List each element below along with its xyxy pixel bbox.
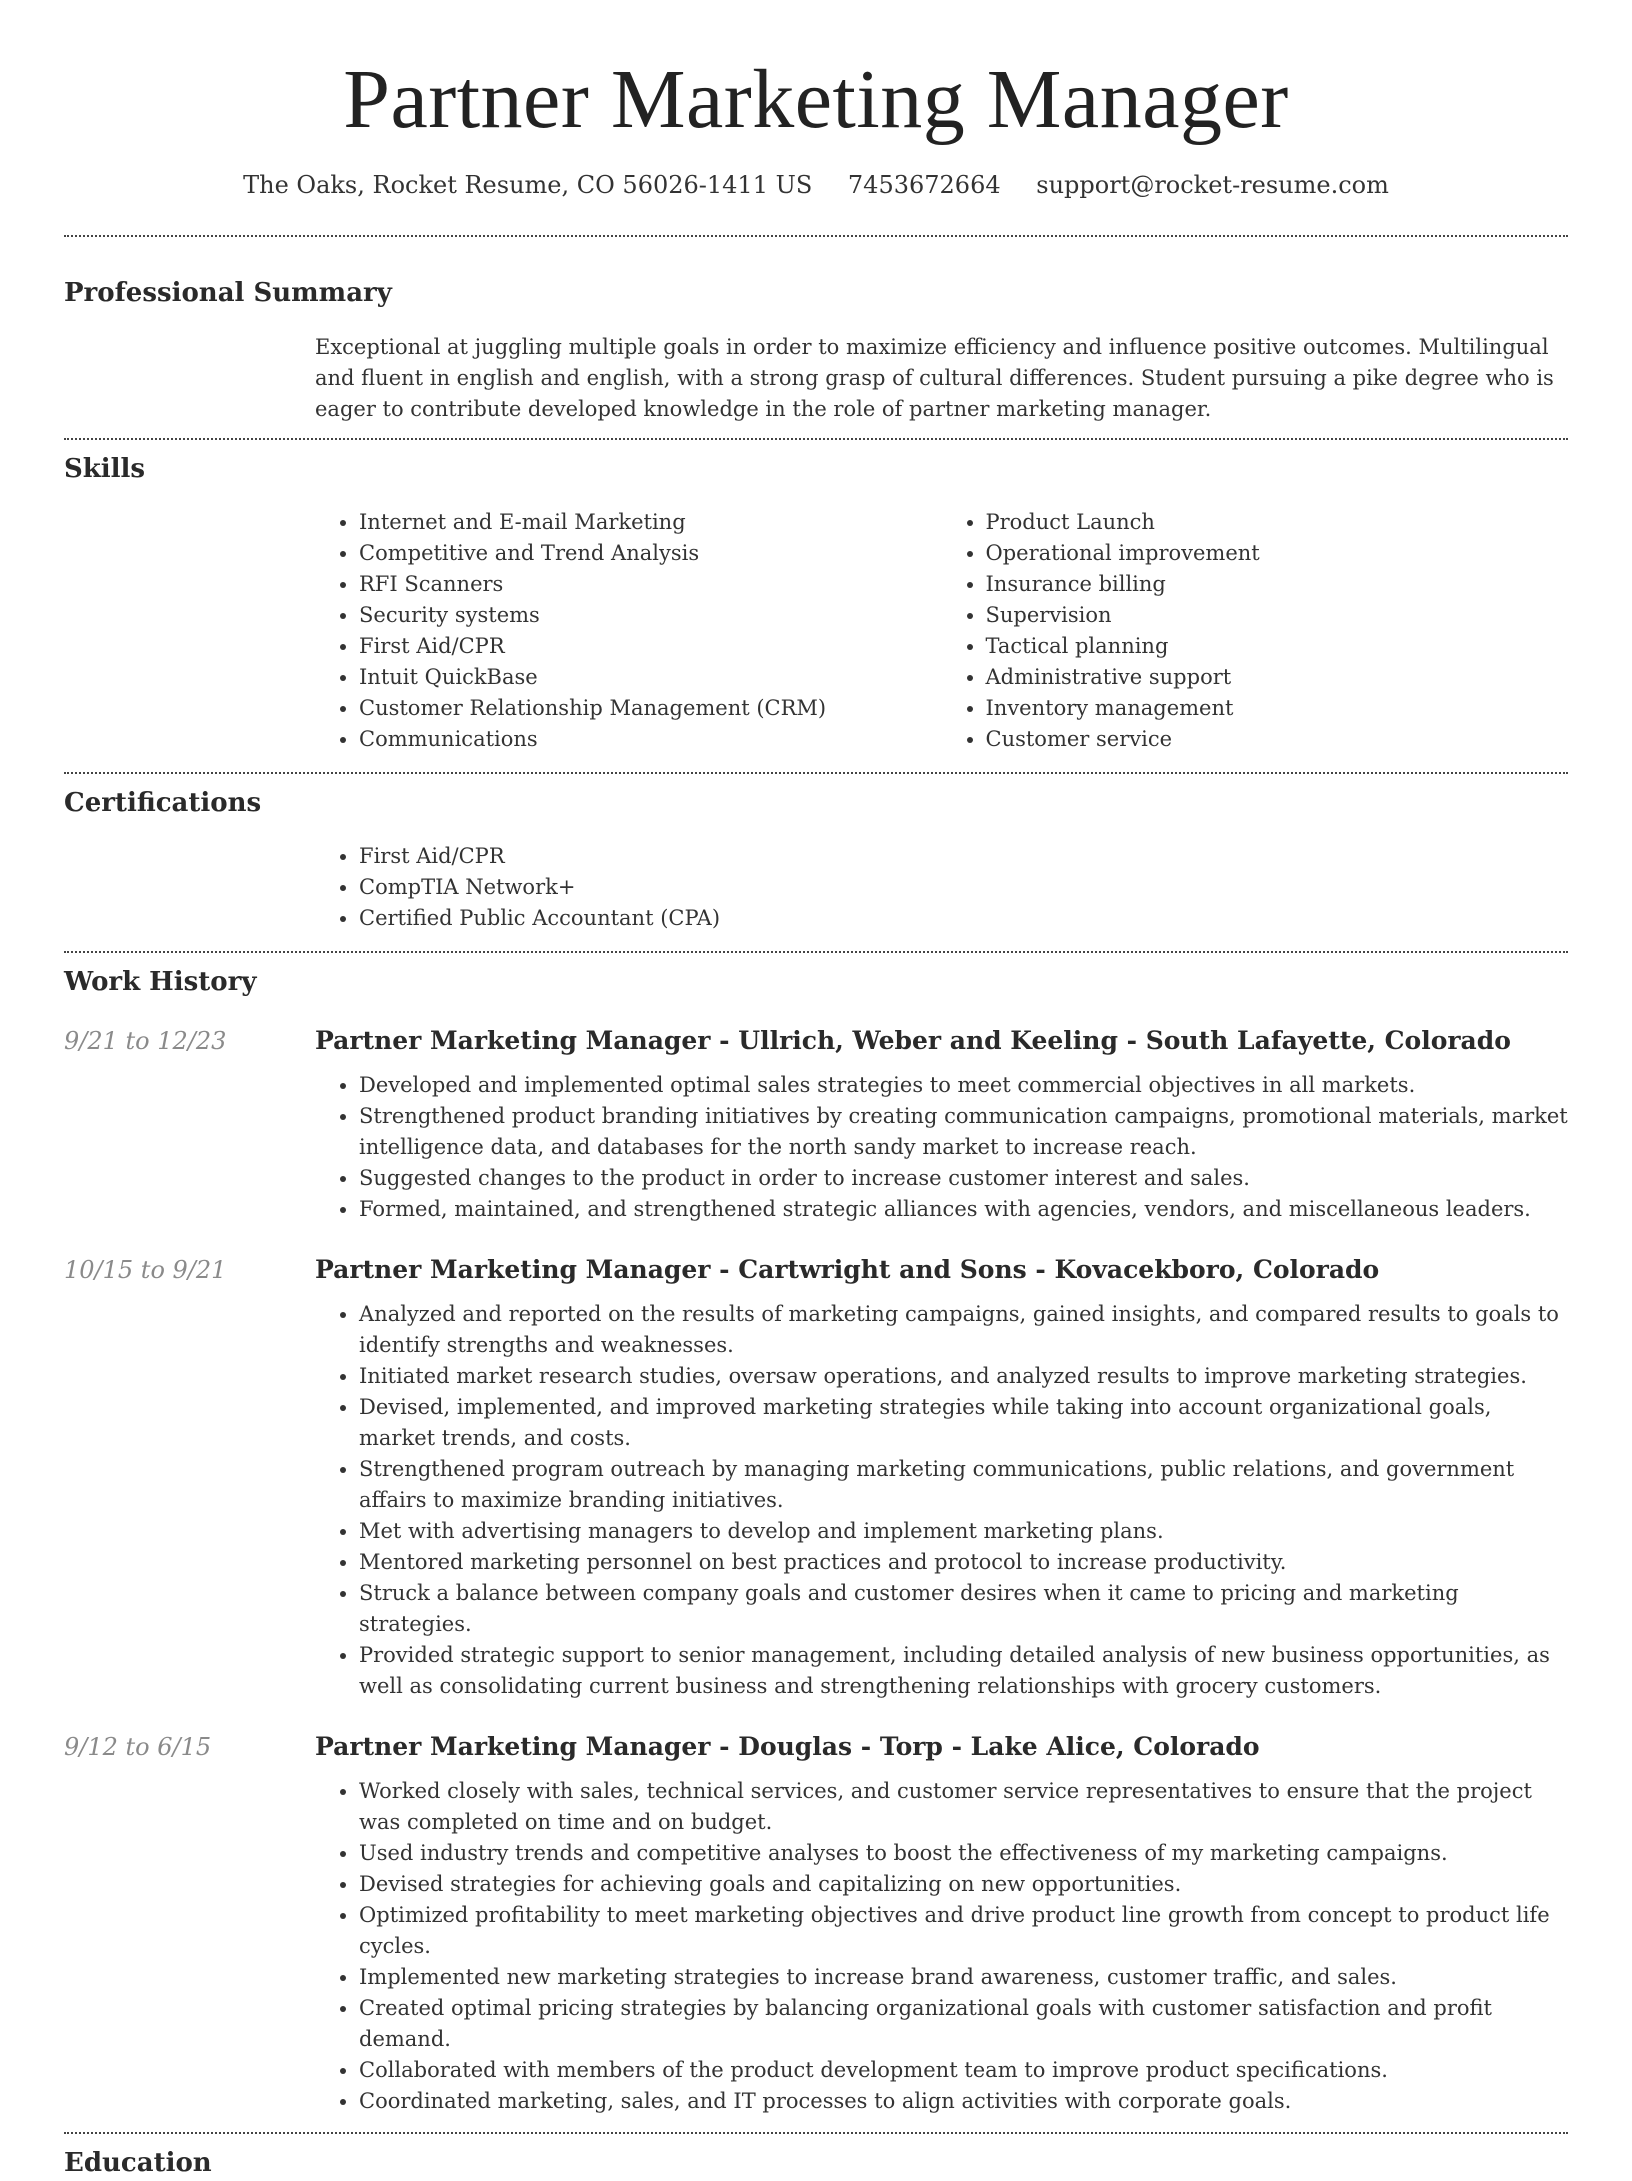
contact-address: The Oaks, Rocket Resume, CO 56026-1411 US bbox=[243, 171, 813, 199]
list-item: • Worked closely with sales, technical services, and customer service representatives to ensure that the project was completed on time and on budget. bbox=[359, 1776, 1568, 1838]
list-item: • CompTIA Network+ bbox=[359, 872, 1568, 903]
list-item: • Optimized profitability to meet marketing objectives and drive product line growth from concept to product life cycles. bbox=[359, 1900, 1568, 1962]
resume-name: Partner Marketing Manager bbox=[343, 53, 1289, 146]
list-item: • Collaborated with members of the product development team to improve product specifications. bbox=[359, 2055, 1568, 2086]
job-dates: 10/15 to 9/21 bbox=[64, 1256, 227, 1284]
list-item: • RFI Scanners bbox=[359, 569, 942, 600]
divider bbox=[64, 951, 1568, 953]
job-dates: 9/21 to 12/23 bbox=[64, 1027, 227, 1055]
list-item: • Formed, maintained, and strengthened strategic alliances with agencies, vendors, and miscellaneous leaders. bbox=[359, 1194, 1568, 1225]
list-item: • Certified Public Accountant (CPA) bbox=[359, 903, 1568, 934]
list-item: • Strengthened product branding initiatives by creating communication campaigns, promotional materials, market intelligence data, and databases for the north sandy market to increase reach. bbox=[359, 1101, 1568, 1163]
list-item: • Internet and E-mail Marketing bbox=[359, 507, 942, 538]
job-entry bbox=[64, 1730, 1568, 2117]
skills-list bbox=[315, 507, 1568, 755]
job-body bbox=[315, 1253, 1568, 1702]
divider bbox=[64, 772, 1568, 774]
job-bullets bbox=[315, 1070, 1568, 1225]
divider bbox=[64, 2132, 1568, 2134]
list-item: • Initiated market research studies, oversaw operations, and analyzed results to improve marketing strategies. bbox=[359, 1361, 1568, 1392]
divider bbox=[64, 438, 1568, 440]
list-item: • Supervision bbox=[986, 600, 1569, 631]
list-item: • Security systems bbox=[359, 600, 942, 631]
job-body bbox=[315, 1730, 1568, 2117]
job-title: Partner Marketing Manager - Cartwright and Sons - Kovacekboro, Colorado bbox=[315, 1255, 1380, 1284]
list-item: • Customer service bbox=[986, 724, 1569, 755]
job-bullets bbox=[315, 1299, 1568, 1702]
list-item: • Provided strategic support to senior management, including detailed analysis of new business opportunities, as well as consolidating current business and strengthening relationships with grocery customers. bbox=[359, 1640, 1568, 1702]
job-title: Partner Marketing Manager - Ullrich, Weber and Keeling - South Lafayette, Colorado bbox=[315, 1026, 1511, 1055]
list-item: • Mentored marketing personnel on best practices and protocol to increase productivity. bbox=[359, 1547, 1568, 1578]
list-item: • Suggested changes to the product in order to increase customer interest and sales. bbox=[359, 1163, 1568, 1194]
certifications-items bbox=[315, 841, 1568, 934]
list-item: • First Aid/CPR bbox=[359, 631, 942, 662]
section-title-education: Education bbox=[64, 2148, 212, 2178]
summary-text: Exceptional at juggling multiple goals in order to maximize efficiency and influence positive outcomes. Multilingual and fluent in english and english, with a strong grasp of cultural differences. Student pursuing a pike degree who is eager to contribute developed knowledge in the role of partner marketing manager. bbox=[315, 335, 1554, 421]
job-title: Partner Marketing Manager - Douglas - Torp - Lake Alice, Colorado bbox=[315, 1732, 1260, 1761]
list-item: • Insurance billing bbox=[986, 569, 1569, 600]
list-item: • Developed and implemented optimal sales strategies to meet commercial objectives in all markets. bbox=[359, 1070, 1568, 1101]
list-item: • Operational improvement bbox=[986, 538, 1569, 569]
section-title-summary: Professional Summary bbox=[64, 278, 392, 308]
job-entry bbox=[64, 1024, 1568, 1225]
summary-section bbox=[64, 275, 1568, 425]
list-item: • First Aid/CPR bbox=[359, 841, 1568, 872]
list-item: • Customer Relationship Management (CRM) bbox=[359, 693, 942, 724]
education-section bbox=[64, 2145, 1568, 2181]
skills-column-left bbox=[315, 507, 942, 755]
list-item: • Met with advertising managers to develop and implement marketing plans. bbox=[359, 1516, 1568, 1547]
skills-column-right bbox=[942, 507, 1569, 755]
certifications-section bbox=[64, 785, 1568, 934]
section-title-skills: Skills bbox=[64, 454, 146, 484]
list-item: • Intuit QuickBase bbox=[359, 662, 942, 693]
list-item: • Communications bbox=[359, 724, 942, 755]
contact-phone: 7453672664 bbox=[847, 171, 1001, 199]
job-entry bbox=[64, 1253, 1568, 1702]
section-title-work-history: Work History bbox=[64, 967, 257, 997]
list-item: • Created optimal pricing strategies by balancing organizational goals with customer satisfaction and profit demand. bbox=[359, 1993, 1568, 2055]
list-item: • Administrative support bbox=[986, 662, 1569, 693]
job-dates: 9/12 to 6/15 bbox=[64, 1733, 212, 1761]
list-item: • Devised, implemented, and improved marketing strategies while taking into account organizational goals, market trends, and costs. bbox=[359, 1392, 1568, 1454]
divider bbox=[64, 235, 1568, 237]
list-item: • Product Launch bbox=[986, 507, 1569, 538]
work-history-section bbox=[64, 964, 1568, 2117]
list-item: • Devised strategies for achieving goals and capitalizing on new opportunities. bbox=[359, 1869, 1568, 1900]
skills-section bbox=[64, 451, 1568, 755]
list-item: • Coordinated marketing, sales, and IT processes to align activities with corporate goals. bbox=[359, 2086, 1568, 2117]
list-item: • Competitive and Trend Analysis bbox=[359, 538, 942, 569]
list-item: • Strengthened program outreach by managing marketing communications, public relations, and government affairs to maximize branding initiatives. bbox=[359, 1454, 1568, 1516]
list-item: • Analyzed and reported on the results of marketing campaigns, gained insights, and compared results to goals to identify strengths and weaknesses. bbox=[359, 1299, 1568, 1361]
list-item: • Implemented new marketing strategies to increase brand awareness, customer traffic, and sales. bbox=[359, 1962, 1568, 1993]
contact-email: support@rocket-resume.com bbox=[1036, 171, 1389, 199]
list-item: • Tactical planning bbox=[986, 631, 1569, 662]
list-item: • Used industry trends and competitive analyses to boost the effectiveness of my marketing campaigns. bbox=[359, 1838, 1568, 1869]
contact-line bbox=[64, 168, 1568, 202]
certifications-list bbox=[315, 841, 1568, 934]
section-title-certifications: Certifications bbox=[64, 788, 262, 818]
job-body bbox=[315, 1024, 1568, 1225]
list-item: • Inventory management bbox=[986, 693, 1569, 724]
list-item: • Struck a balance between company goals and customer desires when it came to pricing and marketing strategies. bbox=[359, 1578, 1568, 1640]
job-bullets bbox=[315, 1776, 1568, 2117]
